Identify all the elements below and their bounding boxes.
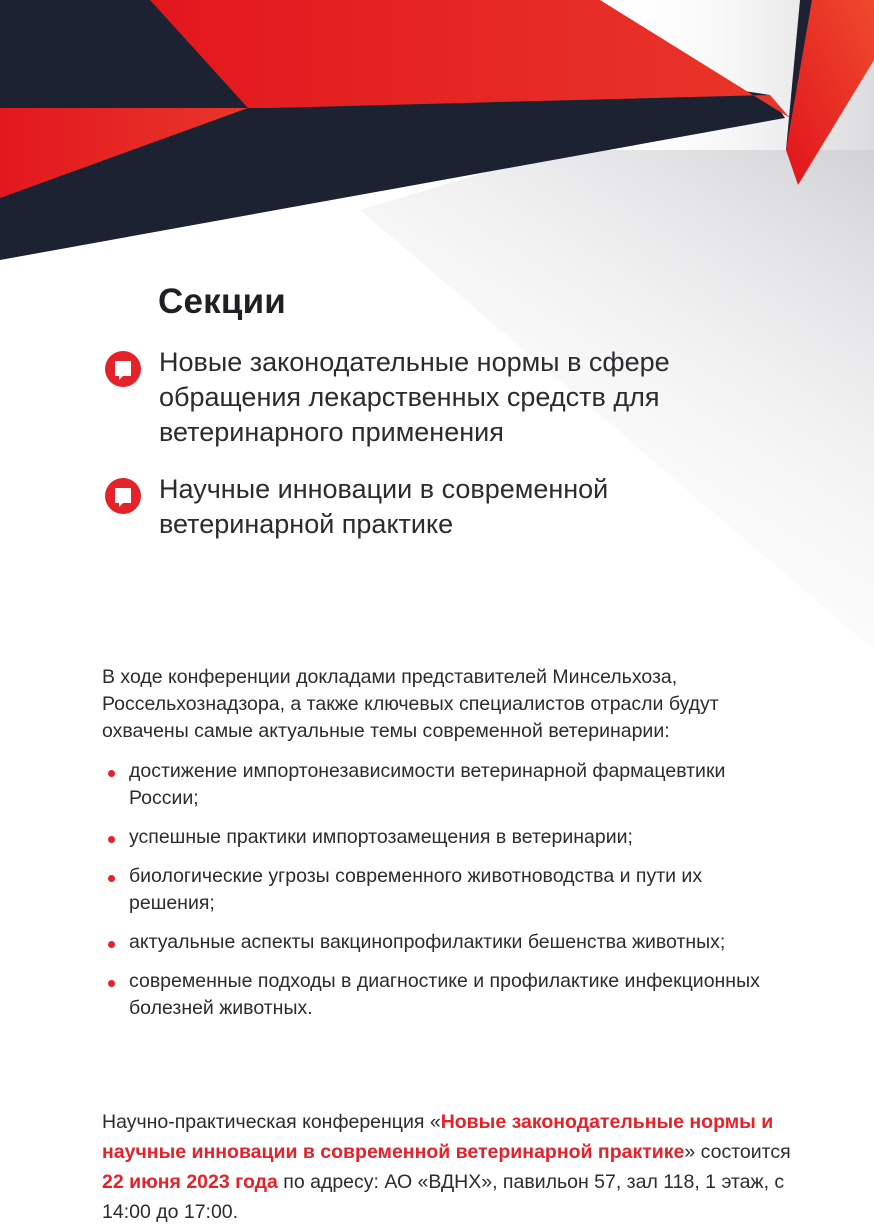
- topic-text: актуальные аспекты вакцинопрофилактики бешенства животных;: [129, 931, 726, 953]
- topic-item: [102, 929, 782, 956]
- topic-text: успешные практики импортозамещения в ветеринарии;: [129, 826, 633, 848]
- topic-item: [102, 824, 782, 851]
- bullet-icon: [108, 941, 115, 948]
- bullet-icon: [108, 770, 115, 777]
- conference-name: Новые законодательные нормы и научные инновации в современной ветеринарной практике: [102, 1111, 774, 1163]
- bullet-icon: [108, 836, 115, 843]
- conference-date: 22 июня 2023 года: [102, 1171, 278, 1193]
- section-text: Новые законодательные нормы в сфере обращения лекарственных средств для ветеринарного применения: [159, 347, 670, 447]
- footer-suffix: по адресу: АО «ВДНХ», павильон 57, зал 118, 1 этаж, с 14:00 до 17:00.: [102, 1171, 785, 1223]
- topic-item: [102, 968, 782, 1022]
- sections-title: Секции: [158, 282, 287, 321]
- bullet-icon: [108, 980, 115, 987]
- topic-item: [102, 758, 782, 812]
- bullet-icon: [108, 875, 115, 882]
- topic-item: [102, 863, 782, 917]
- chat-bubble-icon: [104, 350, 142, 388]
- topics-list: [102, 758, 782, 1034]
- topic-text: биологические угрозы современного животноводства и пути их решения;: [129, 865, 703, 914]
- topic-text: современные подходы в диагностике и профилактике инфекционных болезней животных.: [129, 970, 760, 1019]
- intro-paragraph: В ходе конференции докладами представителей Минсельхоза, Россельхознадзора, а также ключевых специалистов отрасли будут охвачены самые актуальные темы современной ветеринарии:: [102, 666, 719, 742]
- section-text: Научные инновации в современной ветеринарной практике: [159, 474, 609, 539]
- chat-bubble-icon: [104, 477, 142, 515]
- footer-middle: » состоится: [684, 1141, 791, 1163]
- footer-paragraph: [102, 1107, 792, 1227]
- footer-prefix: Научно-практическая конференция «: [102, 1111, 441, 1133]
- topic-text: достижение импортонезависимости ветеринарной фармацевтики России;: [129, 760, 726, 809]
